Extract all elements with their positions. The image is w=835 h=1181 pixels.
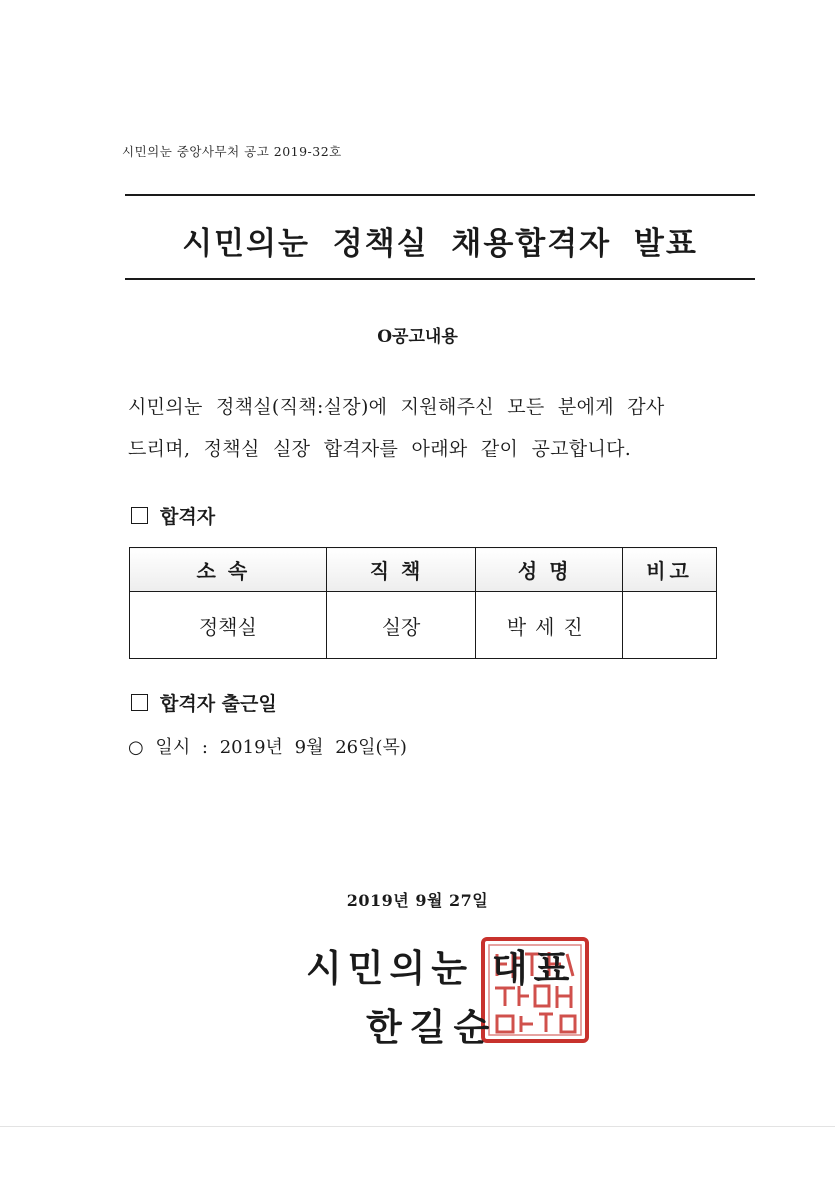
signature-organization: 시민의눈 대표 bbox=[306, 946, 576, 990]
cell-position: 실장 bbox=[326, 592, 476, 659]
start-date-line: ○ 일시 : 2019년 9월 26일(목) bbox=[128, 737, 407, 758]
title-top-rule bbox=[125, 194, 755, 196]
checkbox-square-icon bbox=[131, 507, 148, 524]
start-section-label: 합격자 출근일 bbox=[160, 693, 277, 715]
issue-date: 2019년 9월 27일 bbox=[346, 891, 489, 910]
header-affiliation: 소속 bbox=[130, 548, 327, 592]
table-header-row bbox=[130, 548, 717, 592]
document-title: 시민의눈 정책실 채용합격자 발표 bbox=[182, 226, 698, 262]
cell-note bbox=[623, 592, 717, 659]
body-line-1: 시민의눈 정책실(직책:실장)에 지원해주신 모든 분에게 감사 bbox=[128, 396, 665, 418]
cell-name: 박세진 bbox=[476, 592, 623, 659]
body-line-2: 드리며, 정책실 실장 합격자를 아래와 같이 공고합니다. bbox=[128, 438, 632, 460]
results-table bbox=[129, 547, 717, 659]
cell-affiliation: 정책실 bbox=[130, 592, 327, 659]
results-section-label: 합격자 bbox=[160, 506, 216, 528]
start-section-title bbox=[131, 689, 277, 716]
signature-person: 한길순 bbox=[366, 1005, 498, 1049]
header-position: 직책 bbox=[326, 548, 476, 592]
announcement-body bbox=[128, 386, 738, 470]
announcement-heading: O공고내용 bbox=[377, 327, 458, 347]
title-bottom-rule bbox=[125, 278, 755, 280]
results-section-title bbox=[131, 502, 215, 529]
checkbox-square-icon bbox=[131, 694, 148, 711]
header-note: 비고 bbox=[623, 548, 717, 592]
header-name: 성명 bbox=[476, 548, 623, 592]
table-row bbox=[130, 592, 717, 659]
notice-number: 시민의눈 중앙사무처 공고 2019-32호 bbox=[122, 144, 342, 159]
scan-artifact-line bbox=[0, 1126, 835, 1127]
